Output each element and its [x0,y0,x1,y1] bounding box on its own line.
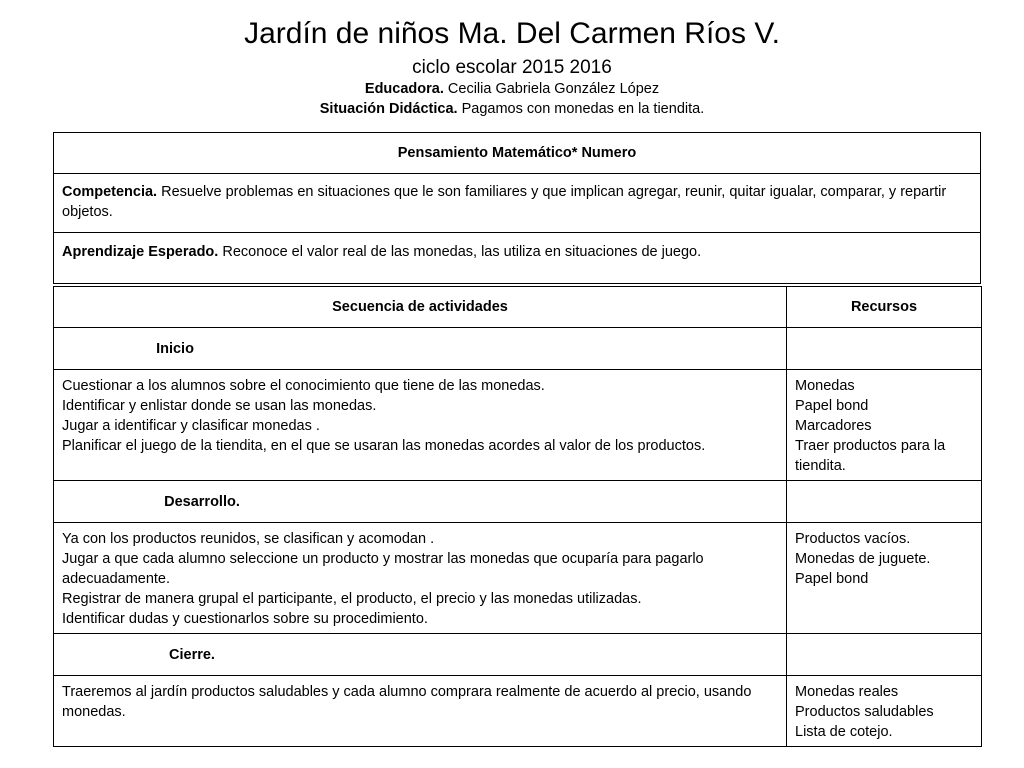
teacher-name: Cecilia Gabriela González López [447,81,660,97]
teacher-label: Educadora. [364,81,444,97]
resource-line: Papel bond [795,398,869,414]
resource-line: Monedas de juguete. [795,551,931,567]
cierre-resources [787,676,982,747]
resource-line: Traer productos para la tiendita. [795,438,946,474]
activities-column-header: Secuencia de actividades [54,287,787,328]
resources-column-header: Recursos [787,287,982,328]
cierre-activities [54,676,787,747]
activity-line: Traeremos al jardín productos saludables y cada alumno comprara realmente de acuerdo al precio, usando monedas. [62,684,752,720]
teacher-line [0,80,1024,99]
phase-row-inicio [54,328,982,370]
resource-line: Productos vacíos. [795,531,911,547]
resource-line: Papel bond [795,571,869,587]
phase-label-desarrollo [54,481,787,523]
aprendizaje-row [54,233,981,284]
activity-line: Jugar a identificar y clasificar monedas . [62,418,320,434]
resource-line: Productos saludables [795,704,934,720]
resource-line: Monedas reales [795,684,899,700]
resource-line: Marcadores [795,418,872,434]
didactic-situation-line [0,100,1024,119]
phase-label-inicio [54,328,787,370]
phase-label-cierre-text: Cierre. [169,646,215,663]
activities-table [53,286,982,747]
phase-label-desarrollo-text: Desarrollo. [164,493,240,510]
aprendizaje-text: Reconoce el valor real de las monedas, las utiliza en situaciones de juego. [222,244,702,260]
activities-header-row [54,287,982,328]
phase-row-cierre [54,634,982,676]
info-table [53,132,981,284]
competencia-cell [54,174,981,233]
phase-label-cierre [54,634,787,676]
phase-label-inicio-text: Inicio [156,340,194,357]
activity-line: Identificar y enlistar donde se usan las monedas. [62,398,377,414]
desarrollo-activities [54,523,787,634]
phase-resources-empty [787,481,982,523]
activity-line: Registrar de manera grupal el participante, el producto, el precio y las monedas utilizadas. [62,591,642,607]
competencia-row [54,174,981,233]
desarrollo-content-row [54,523,982,634]
resource-line: Lista de cotejo. [795,724,893,740]
inicio-content-row [54,370,982,481]
activity-line: Cuestionar a los alumnos sobre el conocimiento que tiene de las monedas. [62,378,545,394]
field-heading: Pensamiento Matemático* Numero [54,133,981,174]
activity-line: Identificar dudas y cuestionarlos sobre su procedimiento. [62,611,428,627]
competencia-label: Competencia. [62,184,158,200]
aprendizaje-label: Aprendizaje Esperado. [62,244,219,260]
document-title: Jardín de niños Ma. Del Carmen Ríos V. [244,17,780,50]
resource-line: Monedas [795,378,855,394]
cierre-content-row [54,676,982,747]
info-table-header-row [54,133,981,174]
school-year: ciclo escolar 2015 2016 [412,57,612,78]
activity-line: Planificar el juego de la tiendita, en el que se usaran las monedas acordes al valor de los productos. [62,438,706,454]
inicio-resources [787,370,982,481]
inicio-activities [54,370,787,481]
activity-line: Ya con los productos reunidos, se clasifican y acomodan . [62,531,435,547]
phase-resources-empty [787,328,982,370]
desarrollo-resources [787,523,982,634]
aprendizaje-cell [54,233,981,284]
didactic-situation-text: Pagamos con monedas en la tiendita. [461,101,705,117]
competencia-text: Resuelve problemas en situaciones que le son familiares y que implican agregar, reunir, quitar igualar, comparar, y repartir objetos. [62,184,947,220]
phase-resources-empty [787,634,982,676]
phase-row-desarrollo [54,481,982,523]
activity-line: Jugar a que cada alumno seleccione un producto y mostrar las monedas que ocuparía para pagarlo adecuadamente. [62,551,704,587]
didactic-situation-label: Situación Didáctica. [319,101,458,117]
